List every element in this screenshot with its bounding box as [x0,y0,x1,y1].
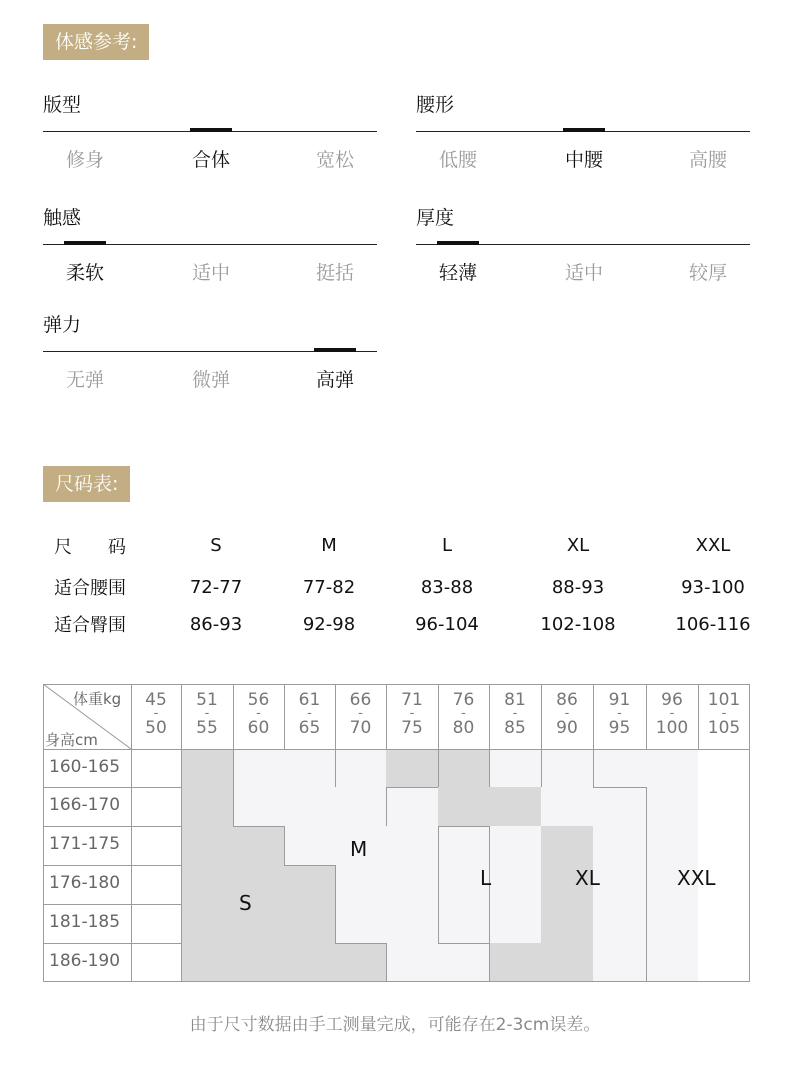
fit-zone-cell [541,904,593,943]
fit-zone-cell [181,787,233,826]
grid-hline [43,981,750,982]
grid-hline [43,943,181,944]
grid-vline [489,826,490,982]
weight-range-6: 76 - 80 [452,690,475,738]
grid-hline [43,684,750,685]
attr-selected-marker-2 [64,241,106,245]
weight-range-8: 86 - 90 [556,690,578,738]
attr-selected-marker-4 [314,348,356,352]
fit-zone-cell [181,826,284,865]
weight-range-7: 81 - 85 [504,690,526,738]
grid-hline [541,749,593,750]
fit-grid [43,684,750,982]
attr-option-2-1: 适中 [191,262,230,284]
size-xl: XL [566,535,590,556]
attr-option-3-1: 适中 [564,262,603,284]
attr-option-1-0: 低腰 [438,149,477,171]
weight-range-5: 71 - 75 [401,690,423,738]
size-s: S [210,535,222,556]
height-range-1: 166-170 [49,795,121,815]
footnote: 由于尺寸数据由手工测量完成，可能存在2-3cm误差。 [189,1015,601,1035]
grid-vline [593,749,594,787]
attr-option-3-2: 较厚 [688,262,727,284]
attr-selected-marker-0 [190,128,232,132]
fit-zone-cell [489,943,593,982]
height-range-5: 186-190 [49,951,121,971]
grid-hline [233,826,284,827]
zone-label-s: S [239,891,252,915]
attr-option-4-0: 无弹 [65,369,104,391]
hip-row-label: 适合臀围 [54,615,126,636]
attr-selected-marker-3 [437,241,479,245]
fit-zone-cell [181,904,335,943]
size-header-label: 尺 码 [54,537,126,558]
waist-xl: 88-93 [551,577,605,598]
fit-zone-cell [181,865,335,904]
grid-hline [438,826,489,827]
hip-xl: 102-108 [540,614,616,635]
weight-range-3: 61 - 65 [298,690,321,738]
weight-range-9: 91 - 95 [608,690,631,738]
weight-range-1: 51 - 55 [196,690,218,738]
attr-title-1: 腰形 [416,94,455,116]
waist-xxl: 93-100 [681,577,745,598]
grid-vline [386,943,387,982]
attr-title-4: 弹力 [43,314,82,336]
attr-title-0: 版型 [43,94,82,116]
grid-hline [386,787,438,788]
fit-zone-cell [438,787,541,826]
hip-xxl: 106-116 [675,614,751,635]
weight-range-0: 45 - 50 [145,690,167,738]
grid-hline [43,865,181,866]
attr-selected-marker-1 [563,128,605,132]
fit-zone-cell [233,787,438,826]
fit-zone-cell [541,826,593,865]
grid-vline [646,787,647,982]
attr-option-4-2: 高弹 [315,369,354,391]
grid-hline [438,943,489,944]
hip-m: 92-98 [302,614,356,635]
hip-l: 96-104 [415,614,479,635]
height-range-0: 160-165 [49,757,121,777]
weight-range-11: 101 - 105 [707,690,741,738]
size-section-tag: 尺码表: [43,466,130,502]
fit-zone-cell [181,943,386,982]
grid-hline [335,749,438,750]
waist-l: 83-88 [420,577,474,598]
height-range-2: 171-175 [49,834,121,854]
waist-s: 72-77 [189,577,243,598]
attr-option-0-1: 合体 [191,149,230,171]
weight-axis-label: 体重kg [73,690,122,708]
grid-hline [335,943,386,944]
hip-s: 86-93 [189,614,243,635]
grid-vline [489,749,490,787]
size-xxl: XXL [695,535,731,556]
fit-zone-cell [233,749,386,787]
attr-title-2: 触感 [43,207,82,229]
fit-zone-cell [181,749,233,787]
attr-option-1-2: 高腰 [688,149,727,171]
attr-option-4-1: 微弹 [191,369,230,391]
grid-vline [233,749,234,826]
fit-zone-cell [386,943,489,982]
size-l: L [441,535,453,556]
grid-hline [43,826,181,827]
grid-vline [284,826,285,865]
zone-label-xl: XL [575,866,600,890]
fit-zone-cell [541,787,698,826]
attr-option-2-0: 柔软 [65,262,104,284]
zone-label-l: L [480,866,492,890]
grid-vline [335,749,336,787]
weight-range-2: 56 - 60 [247,690,270,738]
attr-title-3: 厚度 [416,207,455,229]
zone-label-m: M [350,837,368,861]
height-axis-label: 身高cm [45,731,98,749]
grid-vline [438,826,439,943]
grid-hline [593,787,646,788]
zone-label-xxl: XXL [677,866,716,890]
grid-hline [43,787,181,788]
attr-option-0-0: 修身 [65,149,104,171]
grid-hline [43,904,181,905]
grid-vline [335,865,336,943]
fit-zone-cell [284,826,541,865]
weight-range-4: 66 - 70 [349,690,372,738]
attr-option-1-1: 中腰 [564,149,603,171]
weight-range-10: 96 - 100 [655,690,689,738]
attr-option-2-2: 挺括 [315,262,354,284]
size-m: M [321,535,337,556]
waist-row-label: 适合腰围 [54,578,126,599]
waist-m: 77-82 [302,577,356,598]
height-range-3: 176-180 [49,873,121,893]
attr-option-3-0: 轻薄 [438,262,477,284]
grid-hline [284,865,335,866]
attr-option-0-2: 宽松 [315,149,354,171]
height-range-4: 181-185 [49,912,121,932]
feel-section-tag: 体感参考: [43,24,149,60]
grid-vline [541,749,542,787]
grid-vline [438,749,439,787]
grid-vline [386,787,387,826]
